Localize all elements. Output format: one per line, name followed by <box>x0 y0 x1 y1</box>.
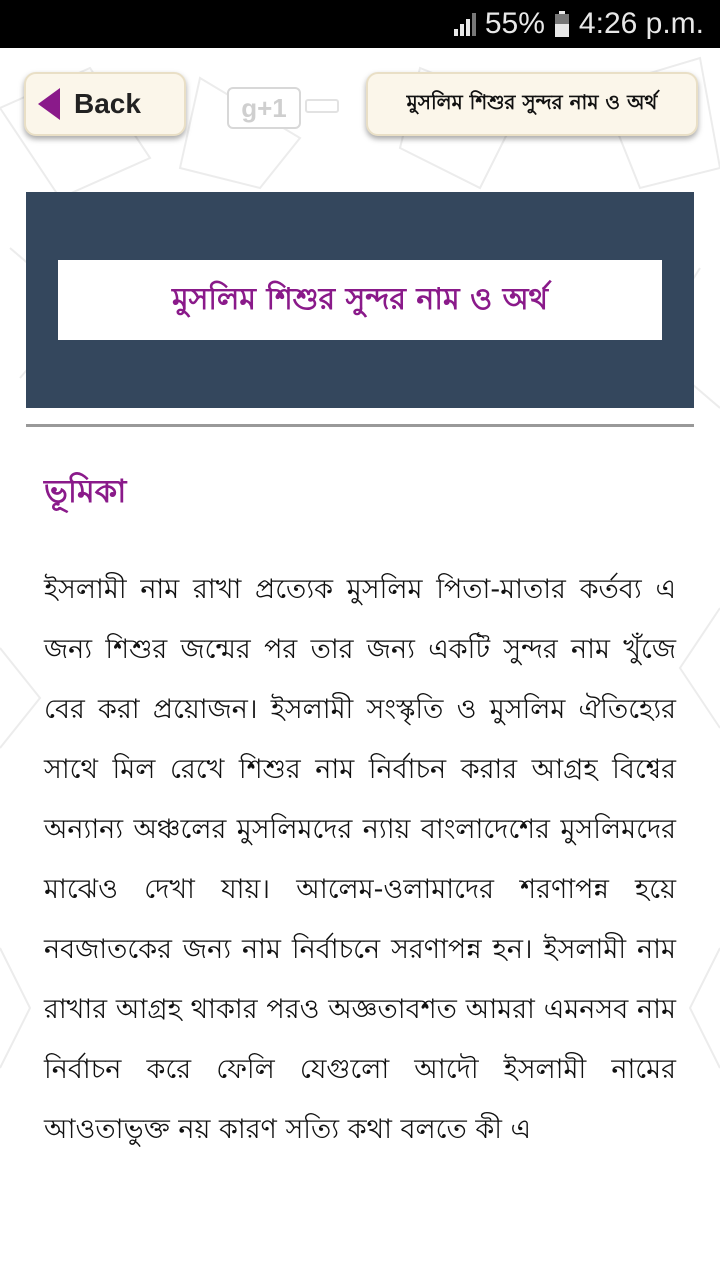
app-title-button[interactable]: মুসলিম শিশুর সুন্দর নাম ও অর্থ <box>366 72 698 136</box>
divider <box>26 424 694 427</box>
google-plus-count-bubble <box>305 99 339 113</box>
google-plus-one-button[interactable]: g+1 <box>227 87 301 129</box>
battery-icon <box>555 11 569 37</box>
back-arrow-icon <box>38 88 60 120</box>
signal-icon <box>453 11 479 37</box>
status-icons <box>453 0 704 48</box>
back-label: Back <box>74 88 141 119</box>
status-bar <box>0 0 720 48</box>
section-heading: ভূমিকা <box>44 472 127 510</box>
body-paragraph: ইসলামী নাম রাখা প্রত্যেক মুসলিম পিতা-মাতার কর্তব্য এ জন্য শিশুর জন্মের পর তার জন্য একটি সুন্দর নাম খুঁজে বের করা প্রয়োজন। ইসলামী সংস্কৃতি ও মুসলিম ঐতিহ্যের সাথে মিল রেখে শিশুর নাম নির্বাচন করার আগ্রহ বিশ্বের অন্যান্য অঞ্চলের মুসলিমদের ন্যায় বাংলাদেশের মুসলিমদের মাঝেও দেখা যায়। আলেম-ওলামাদের শরণাপন্ন হয়ে নবজাতকের জন্য নাম নির্বাচনে সরণাপন্ন হন। ইসলামী নাম রাখার আগ্রহ থাকার পরও অজ্ঞতাবশত আমরা এমনসব নাম নির্বাচন করে ফেলি যেগুলো আদৌ ইসলামী নামের আওতাভুক্ত নয় কারণ সত্যি কথা বলতে কী এ <box>44 574 676 1145</box>
page-title: মুসলিম শিশুর সুন্দর নাম ও অর্থ <box>171 281 549 317</box>
back-button[interactable] <box>24 72 186 136</box>
clock: 4:26 p.m. <box>578 7 704 40</box>
header-panel <box>26 192 694 408</box>
header-title-box <box>58 260 662 340</box>
battery-percent: 55% <box>484 7 545 40</box>
